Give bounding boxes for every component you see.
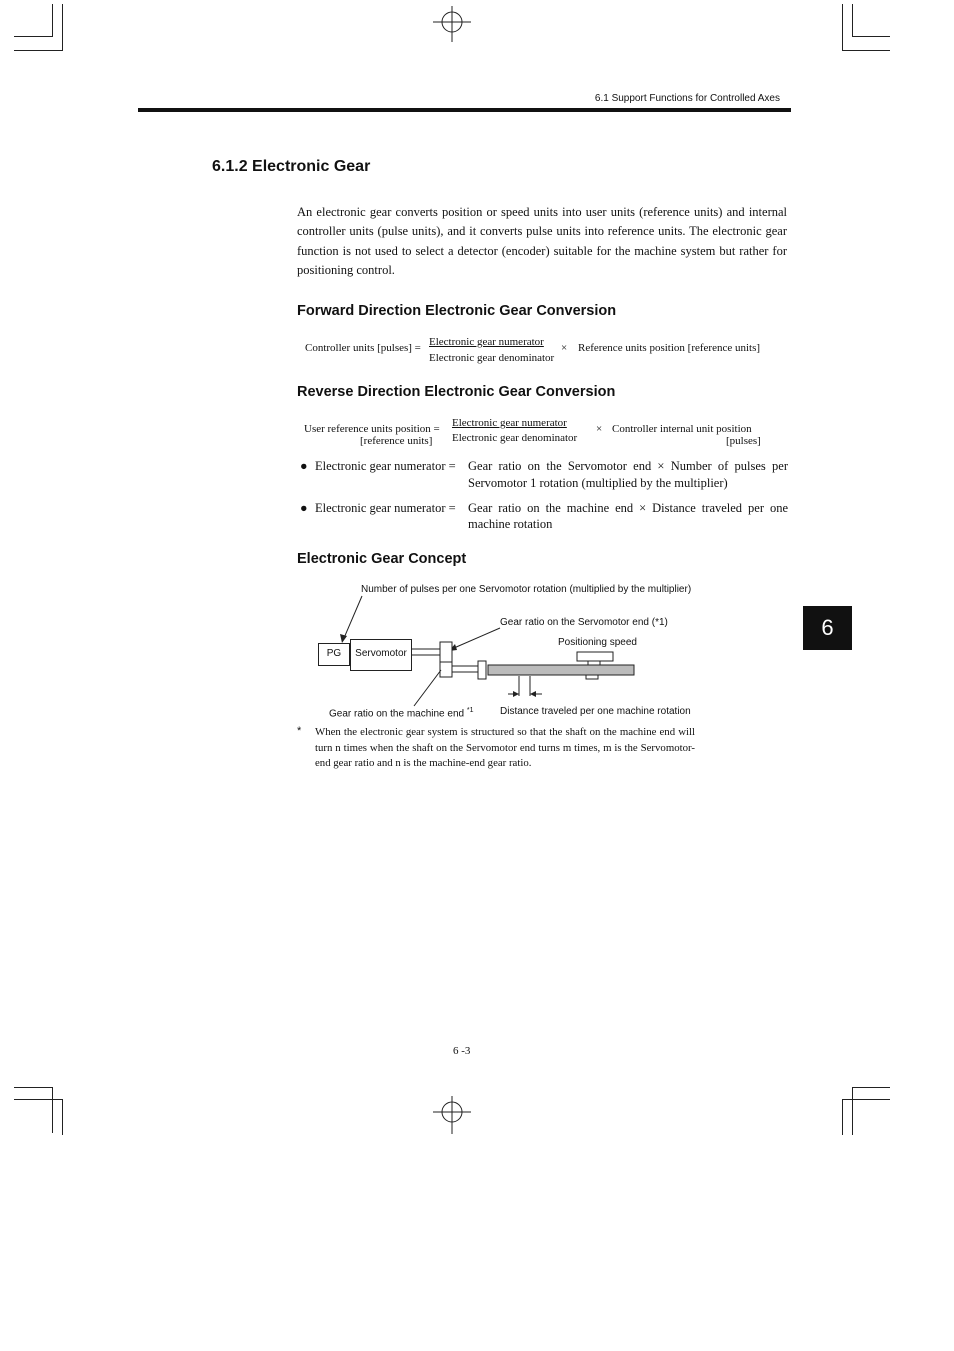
reverse-lhs-line1: User reference units position = bbox=[304, 423, 440, 435]
gear-machine-text: Gear ratio on the machine end bbox=[329, 708, 465, 720]
gear-machine-label bbox=[329, 707, 474, 719]
concept-heading: Electronic Gear Concept bbox=[297, 551, 467, 567]
bullet-marker: ● bbox=[300, 459, 308, 473]
header-rule bbox=[138, 108, 791, 112]
bullet-label: Electronic gear numerator = bbox=[315, 501, 456, 515]
gear-machine-footnote: *1 bbox=[466, 707, 474, 714]
distance-label: Distance traveled per one machine rotation bbox=[500, 706, 691, 717]
reverse-heading: Reverse Direction Electronic Gear Conversion bbox=[297, 384, 616, 400]
gear-servo-label: Gear ratio on the Servomotor end (*1) bbox=[500, 617, 668, 628]
note-marker: * bbox=[297, 725, 302, 737]
section-title: 6.1.2 Electronic Gear bbox=[212, 158, 371, 175]
servomotor-label: Servomotor bbox=[355, 648, 407, 659]
note-text: When the electronic gear system is structured so that the shaft on the machine end will turn n times when the shaft on the Servomotor end turns m times, m is the Servomotor-end gear ratio and n is the machine-end gear ratio. bbox=[315, 726, 695, 770]
page-number: 6 -3 bbox=[453, 1045, 471, 1057]
forward-heading: Forward Direction Electronic Gear Conversion bbox=[297, 303, 617, 319]
forward-lhs: Controller units [pulses] = bbox=[305, 342, 421, 354]
pulses-label: Number of pulses per one Servomotor rotation (multiplied by the multiplier) bbox=[361, 584, 692, 595]
running-header: 6.1 Support Functions for Controlled Axes bbox=[594, 93, 780, 104]
positioning-speed-label: Positioning speed bbox=[558, 637, 637, 648]
reverse-lhs-line2: [reference units] bbox=[360, 435, 433, 447]
pg-box bbox=[318, 643, 350, 666]
reverse-denominator: Electronic gear denominator bbox=[452, 432, 578, 444]
registration-mark-icon bbox=[431, 1096, 473, 1136]
forward-rhs: Reference units position [reference units] bbox=[578, 342, 761, 354]
bullet-line: machine rotation bbox=[468, 517, 553, 531]
forward-times: × bbox=[561, 342, 568, 354]
bullet-marker: ● bbox=[300, 501, 308, 515]
intro-paragraph: An electronic gear converts position or speed units into user units (reference units) and internal controller units (pulse units), and it converts pulse units into reference units. The electronic gear function is not used to select a detector (encoder) suitable for the machine system but rather for positioning control. bbox=[297, 205, 787, 277]
bullet-label: Electronic gear numerator = bbox=[315, 459, 456, 473]
reverse-times: × bbox=[596, 423, 603, 435]
bullet-line: Servomotor 1 rotation (multiplied by the multiplier) bbox=[468, 476, 728, 490]
pg-label: PG bbox=[326, 648, 342, 659]
reverse-rhs-line1: Controller internal unit position bbox=[612, 423, 752, 435]
reverse-rhs-line2: [pulses] bbox=[726, 435, 761, 447]
servomotor-box bbox=[350, 639, 412, 671]
chapter-tab: 6 bbox=[803, 606, 852, 650]
registration-mark-icon bbox=[431, 6, 473, 42]
reverse-numerator: Electronic gear numerator bbox=[452, 417, 567, 429]
forward-numerator: Electronic gear numerator bbox=[429, 336, 544, 348]
bullet-line: Gear ratio on the Servomotor end × Number of pulses per bbox=[468, 459, 788, 473]
forward-denominator: Electronic gear denominator bbox=[429, 352, 555, 364]
bullet-line: Gear ratio on the machine end × Distance traveled per one bbox=[468, 501, 788, 515]
